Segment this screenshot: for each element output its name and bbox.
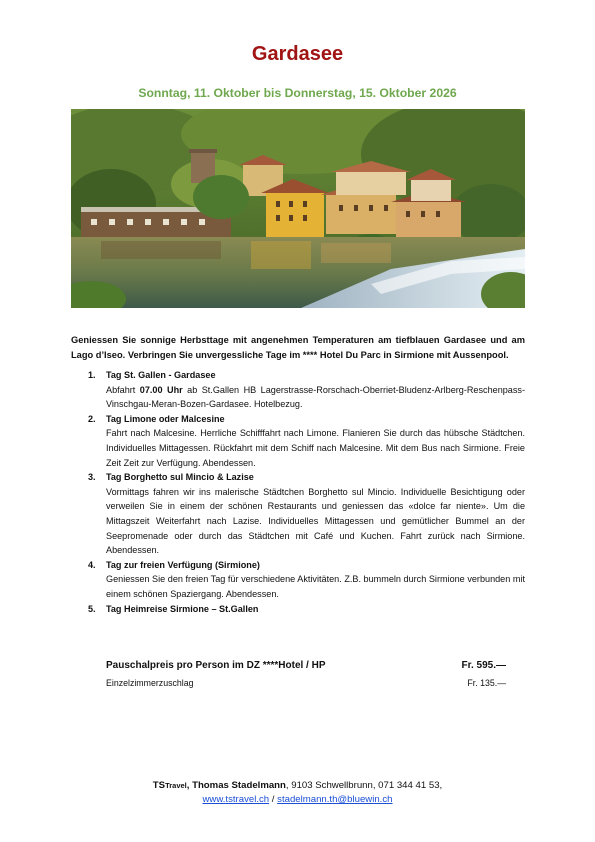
day-number: 1. (88, 370, 96, 380)
link-separator: / (269, 794, 278, 805)
departure-time: 07.00 Uhr (139, 384, 183, 395)
page-title: Gardasee (251, 43, 344, 65)
single-supplement-value: Fr. 135.— (467, 678, 506, 688)
day-description: Abfahrt 07.00 Uhr ab St.Gallen HB Lagerstrasse-Rorschach-Oberriet-Bludenz-Arlberg-Reschenpass-Vinschgau-Meran-Bozen-Gardasee. Hotelbezug. (106, 384, 525, 410)
day-title: Tag Heimreise Sirmione – St.Gallen (106, 603, 259, 614)
lake-village-photo (71, 109, 525, 308)
package-price-label: Pauschalpreis pro Person im DZ ****Hotel / HP (106, 660, 326, 671)
day-title: Tag Borghetto sul Mincio & Lazise (106, 472, 254, 483)
day-description: Vormittags fahren wir ins malerische Städtchen Borghetto sul Mincio. Individuelle Besichtigung oder verweilen Sie in einem der schönen Restaurants und geniessen das «dolce far niente». Um die Mittagszeit Weiterfahrt nach Lazise. Individuelles Mittagessen und gemütlicher Bummel an der Seepromenade oder durch das Städtchen mit Café und Kuchen. Fahrt zurück nach Sirmione. Abendessen. (106, 486, 525, 556)
day-number: 2. (88, 413, 96, 424)
itinerary-day (71, 602, 525, 617)
footer-contact (0, 780, 595, 791)
email-link[interactable]: stadelmann.th@bluewin.ch (277, 794, 393, 805)
travel-dates: Sonntag, 11. Oktober bis Donnerstag, 15. Oktober 2026 (138, 86, 457, 100)
day-title: Tag Limone oder Malcesine (106, 413, 225, 424)
company-name: , Thomas Stadelmann (186, 780, 286, 791)
day-title: Tag St. Gallen - Gardasee (106, 370, 216, 380)
package-price-value: Fr. 595.— (461, 660, 506, 671)
footer-links (0, 794, 595, 805)
itinerary-day (71, 470, 525, 558)
day-number: 5. (88, 603, 96, 614)
itinerary-day (71, 412, 525, 470)
day-number: 3. (88, 472, 96, 483)
brand-ts: TS (152, 780, 166, 791)
day-number: 4. (88, 559, 96, 570)
brand-travel: Travel (165, 781, 187, 790)
itinerary-day (71, 558, 525, 602)
itinerary (71, 368, 525, 616)
single-supplement-label: Einzelzimmerzuschlag (106, 678, 194, 688)
day-title: Tag zur freien Verfügung (Sirmione) (106, 559, 260, 570)
day-description: Fahrt nach Malcesine. Herrliche Schifffahrt nach Limone. Flanieren Sie durch das hübsche Städtchen. Individuelles Mittagessen. Rückfahrt mit dem Schiff nach Malcesine. Mit dem Bus nach Sirmione. Freie Zeit Zeit zur Verfügung. Abendessen. (106, 428, 525, 468)
website-link[interactable]: www.tstravel.ch (202, 794, 270, 805)
itinerary-day (71, 368, 525, 412)
day-description: Geniessen Sie den freien Tag für verschiedene Aktivitäten. Z.B. bummeln durch Sirmione verbunden mit einem schönen Spaziergang. Abendessen. (106, 574, 525, 599)
intro-text: Geniessen Sie sonnige Herbsttage mit angenehmen Temperaturen am tiefblauen Gardasee und am Lago d’Iseo. Verbringen Sie unvergessliche Tage im **** Hotel Du Parc in Sirmione mit Aussenpool. (71, 335, 525, 360)
company-address: , 9103 Schwellbrunn, 071 344 41 53, (285, 780, 443, 791)
